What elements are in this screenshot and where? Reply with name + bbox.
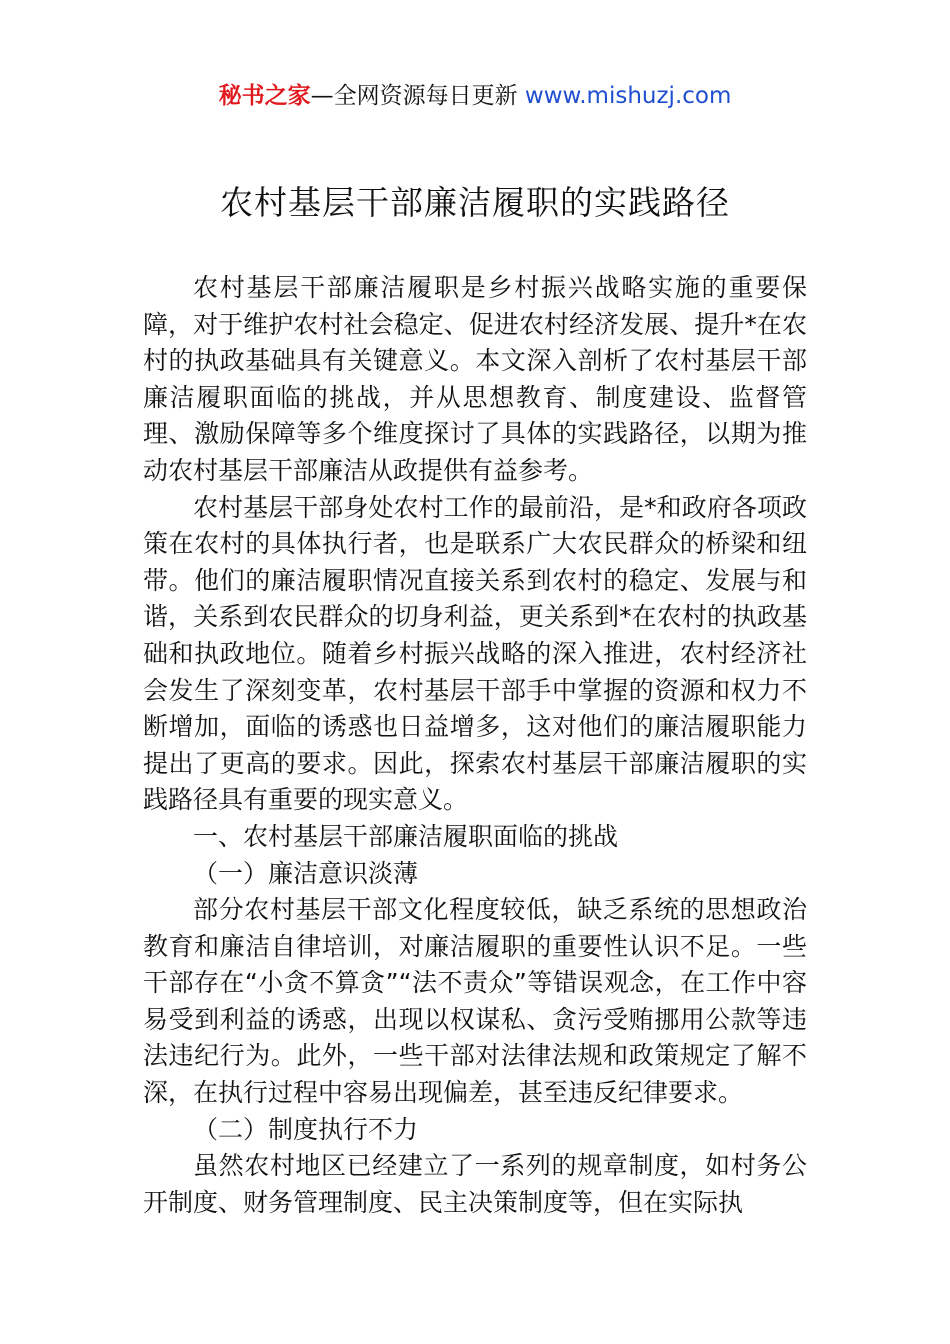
site-brand: 秘书之家 xyxy=(218,83,311,109)
site-tagline: —全网资源每日更新 xyxy=(310,83,518,109)
paragraph-subsection-2: 虽然农村地区已经建立了一系列的规章制度，如村务公开制度、财务管理制度、民主决策制度等，但在实际执 xyxy=(143,1151,807,1217)
site-url-link[interactable]: www.mishuzj.com xyxy=(517,83,732,109)
subsection-heading-1: （一）廉洁意识淡薄 xyxy=(193,858,419,888)
paragraph-introduction: 农村基层干部身处农村工作的最前沿，是*和政府各项政策在农村的具体执行者，也是联系广大农民群众的桥梁和纽带。他们的廉洁履职情况直接关系到农村的稳定、发展与和谐，关系到农民群众的切身利益，更关系到*在农村的执政基础和执政地位。随着乡村振兴战略的深入推进，农村经济社会发生了深刻变革，农村基层干部手中掌握的资源和权力不断增加，面临的诱惑也日益增多，这对他们的廉洁履职能力提出了更高的要求。因此，探索农村基层干部廉洁履职的实践路径具有重要的现实意义。 xyxy=(143,492,807,815)
site-banner xyxy=(0,78,950,114)
document-title: 农村基层干部廉洁履职的实践路径 xyxy=(220,183,730,222)
section-heading-challenges: 一、农村基层干部廉洁履职面临的挑战 xyxy=(193,821,619,851)
paragraph-subsection-1: 部分农村基层干部文化程度较低，缺乏系统的思想政治教育和廉洁自律培训，对廉洁履职的重要性认识不足。一些干部存在“小贪不算贪”“法不责众”等错误观念，在工作中容易受到利益的诱惑，出现以权谋私、贪污受贿挪用公款等违法违纪行为。此外，一些干部对法律法规和政策规定了解不深，在执行过程中容易出现偏差，甚至违反纪律要求。 xyxy=(143,895,807,1108)
paragraph-abstract: 农村基层干部廉洁履职是乡村振兴战略实施的重要保障，对于维护农村社会稳定、促进农村经济发展、提升*在农村的执政基础具有关键意义。本文深入剖析了农村基层干部廉洁履职面临的挑战，并从思想教育、制度建设、监督管理、激励保障等多个维度探讨了具体的实践路径，以期为推动农村基层干部廉洁从政提供有益参考。 xyxy=(143,273,807,485)
subsection-heading-2: （二）制度执行不力 xyxy=(193,1114,419,1144)
document-body xyxy=(143,270,807,1221)
